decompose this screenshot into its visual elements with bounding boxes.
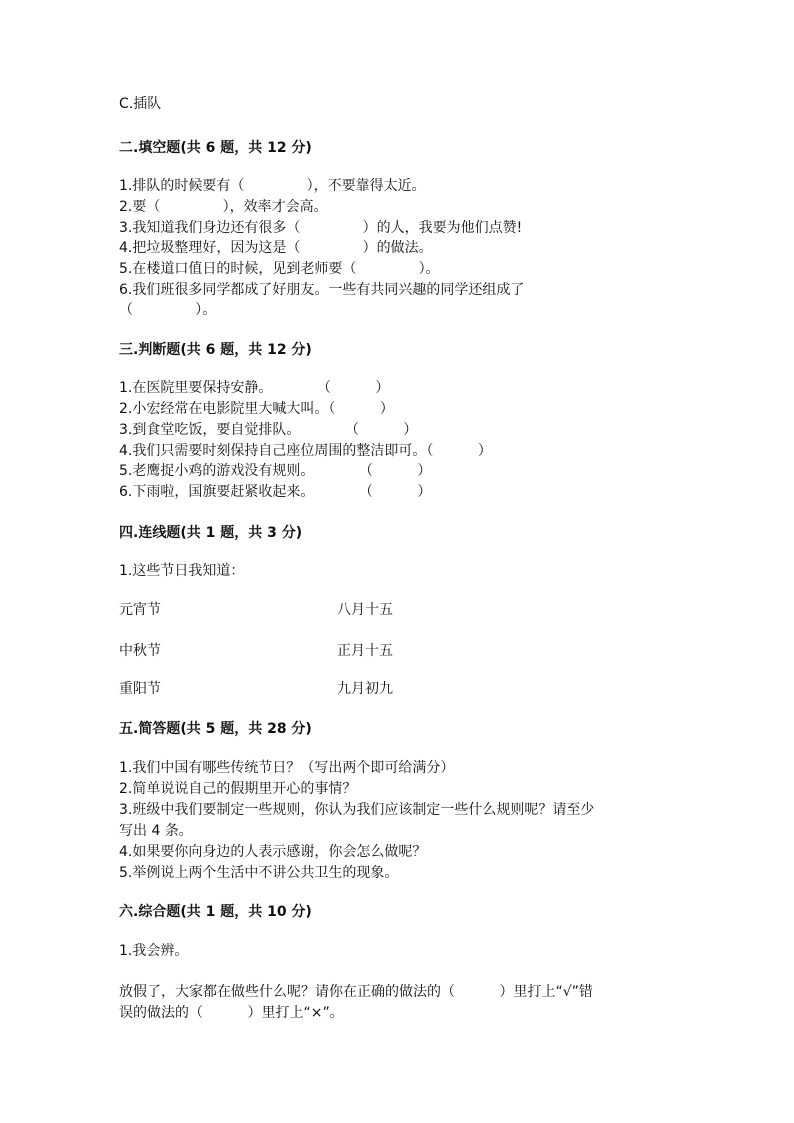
match-right-3: 九月初九 [337,681,393,697]
fill-item-6: 6.我们班很多同学都成了好朋友。一些有共同兴趣的同学还组成了 [119,282,525,298]
short-item-1: 1.我们中国有哪些传统节日？（写出两个即可给满分） [119,760,455,776]
short-item-5: 5.举例说上两个生活中不讲公共卫生的现象。 [119,865,399,881]
judge-item-4: 4.我们只需要时刻保持自己座位周围的整洁即可。（ ） [119,443,492,459]
judge-item-2: 2.小宏经常在电影院里大喊大叫。（ ） [119,401,394,417]
section-4-heading: 四.连线题(共 1 题，共 3 分) [119,525,303,541]
match-left-1: 元宵节 [119,602,161,618]
comp-para-line-1: 放假了，大家都在做些什么呢？请你在正确的做法的（ ）里打上“√”错 [119,984,593,1000]
match-left-2: 中秋节 [119,643,161,659]
short-item-3: 3.班级中我们要制定一些规则，你认为我们应该制定一些什么规则呢？请至少 [119,802,595,818]
fill-item-2: 2.要（ ），效率才会高。 [119,199,328,215]
judge-item-1: 1.在医院里要保持安静。 （ ） [119,380,390,396]
fill-item-1: 1.排队的时候要有（ ），不要靠得太近。 [119,178,426,194]
match-intro: 1.这些节日我知道： [119,563,245,579]
fill-item-4: 4.把垃圾整理好，因为这是（ ）的做法。 [119,240,433,256]
short-item-4: 4.如果要你向身边的人表示感谢，你会怎么做呢？ [119,844,427,860]
section-2-heading: 二.填空题(共 6 题，共 12 分) [119,140,312,156]
short-item-3-cont: 写出 4 条。 [119,823,193,839]
comp-para-line-2: 误的做法的（ ）里打上“×”。 [119,1005,344,1021]
judge-item-6: 6.下雨啦，国旗要赶紧收起来。 （ ） [119,484,432,500]
fill-item-3: 3.我知道我们身边还有很多（ ）的人，我要为他们点赞! [119,220,523,236]
judge-item-5: 5.老鹰捉小鸡的游戏没有规则。 （ ） [119,463,432,479]
section-6-heading: 六.综合题(共 1 题，共 10 分) [119,904,312,920]
section-5-heading: 五.简答题(共 5 题，共 28 分) [119,721,312,737]
match-left-3: 重阳节 [119,681,161,697]
judge-item-3: 3.到食堂吃饭，要自觉排队。 （ ） [119,422,418,438]
comp-intro: 1.我会辨。 [119,943,189,959]
section-3-heading: 三.判断题(共 6 题，共 12 分) [119,342,312,358]
match-right-1: 八月十五 [337,602,393,618]
fill-item-5: 5.在楼道口值日的时候，见到老师要（ ）。 [119,261,440,277]
short-item-2: 2.简单说说自己的假期里开心的事情？ [119,781,357,797]
fill-item-6-cont: （ ）。 [119,302,217,318]
option-c: C.插队 [119,96,162,112]
match-right-2: 正月十五 [337,643,393,659]
